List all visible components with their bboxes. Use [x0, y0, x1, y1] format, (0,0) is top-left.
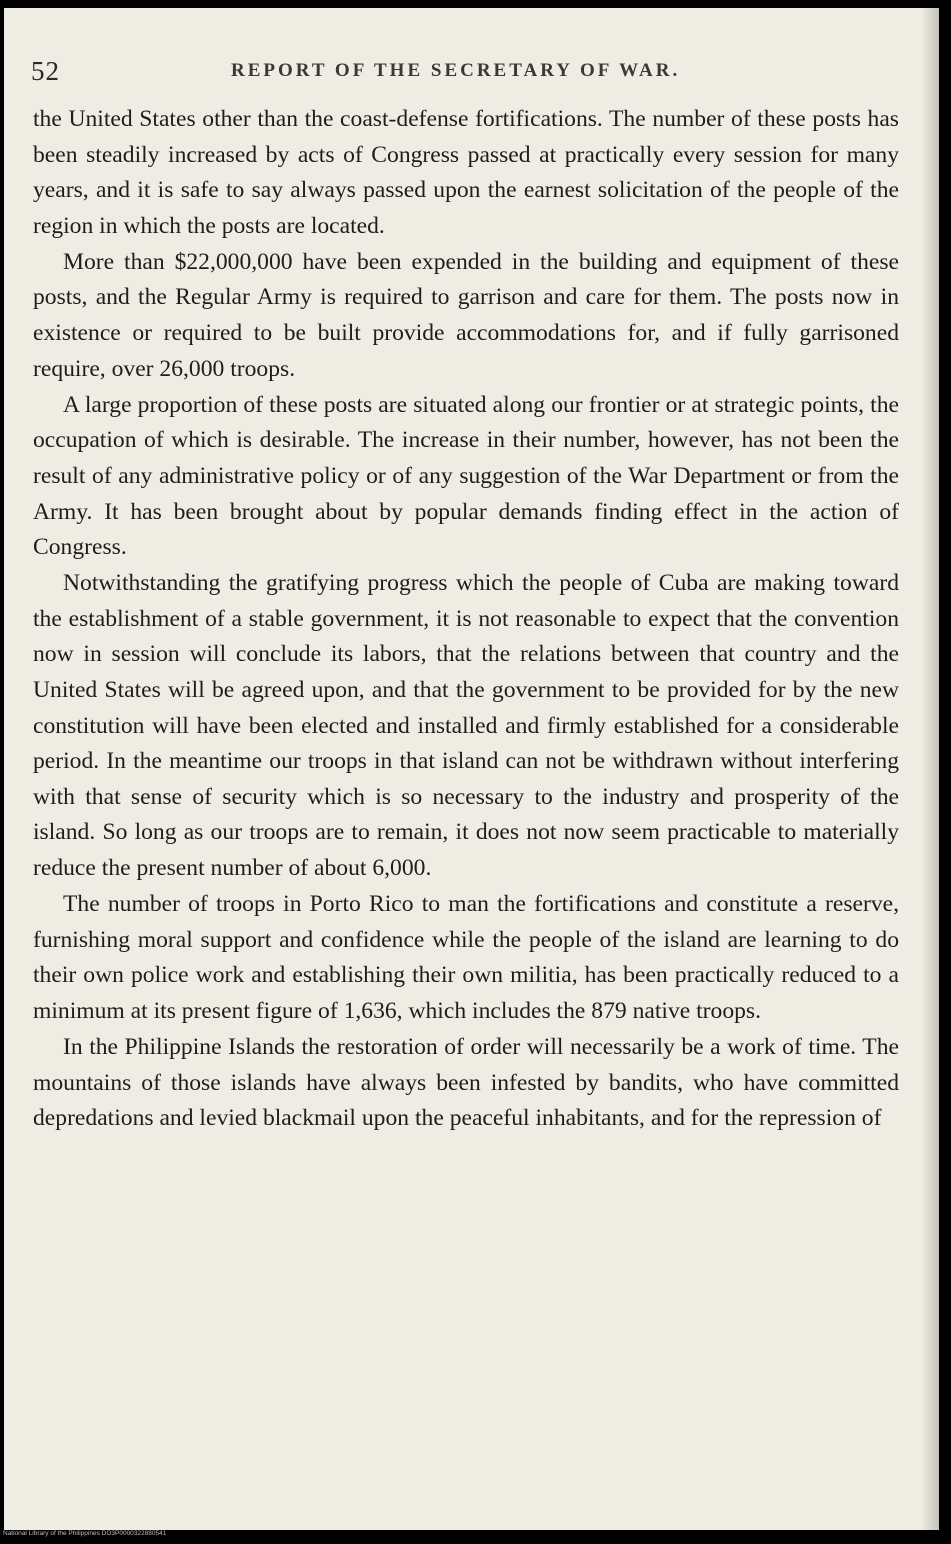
- paragraph-4: Notwithstanding the gratifying progress which the people of Cuba are making toward the establishment of a stable government, it is not reasonable to expect that the convention now in session will conclude its labors, that the relations between that country and the United States will be agreed upon, and that the government to be provided for by the new constitution will have been elected and installed and firmly established for a considerable period. In the meantime our troops in that island can not be withdrawn without interfering with that sense of security which is so necessary to the industry and prosperity of the island. So long as our troops are to remain, it does not now seem practicable to materially reduce the present number of about 6,000.: [33, 570, 899, 881]
- page-header: [31, 54, 911, 94]
- scan-footer: National Library of the Philippines DO3P0000322880541: [3, 1530, 167, 1537]
- page-number: 52: [31, 56, 60, 86]
- paragraph-3: A large proportion of these posts are situated along our frontier or at strategic points, the occupation of which is desirable. The increase in their number, however, has not been the result of any administrative policy or of any suggestion of the War Department or from the Army. It has been brought about by popular demands finding effect in the action of Congress.: [33, 391, 899, 561]
- paragraph-2: More than $22,000,000 have been expended in the building and equipment of these posts, and the Regular Army is required to garrison and care for them. The posts now in existence or required to be built provide accommodations for, and if fully garrisoned require, over 26,000 troops.: [33, 248, 899, 382]
- paragraph-1: the United States other than the coast-defense fortifications. The number of these posts has been steadily increased by acts of Congress passed at practically every session for many years, and it is safe to say always passed upon the earnest solicitation of the people of the region in which the posts are located.: [33, 106, 899, 239]
- page-edge-shadow: [921, 8, 939, 1530]
- document-page: [4, 8, 939, 1530]
- body-text: [33, 102, 899, 1137]
- paragraph-6: In the Philippine Islands the restoration of order will necessarily be a work of time. The mountains of those islands have always been infested by bandits, who have committed depredations and levied blackmail upon the peaceful inhabitants, and for the repression of: [33, 1033, 899, 1132]
- paragraph-5: The number of troops in Porto Rico to man the fortifications and constitute a reserve, furnishing moral support and confidence while the people of the island are learning to do their own police work and establishing their own militia, has been practically reduced to a minimum at its present figure of 1,636, which includes the 879 native troops.: [33, 891, 899, 1024]
- running-head: REPORT OF THE SECRETARY OF WAR.: [231, 60, 681, 81]
